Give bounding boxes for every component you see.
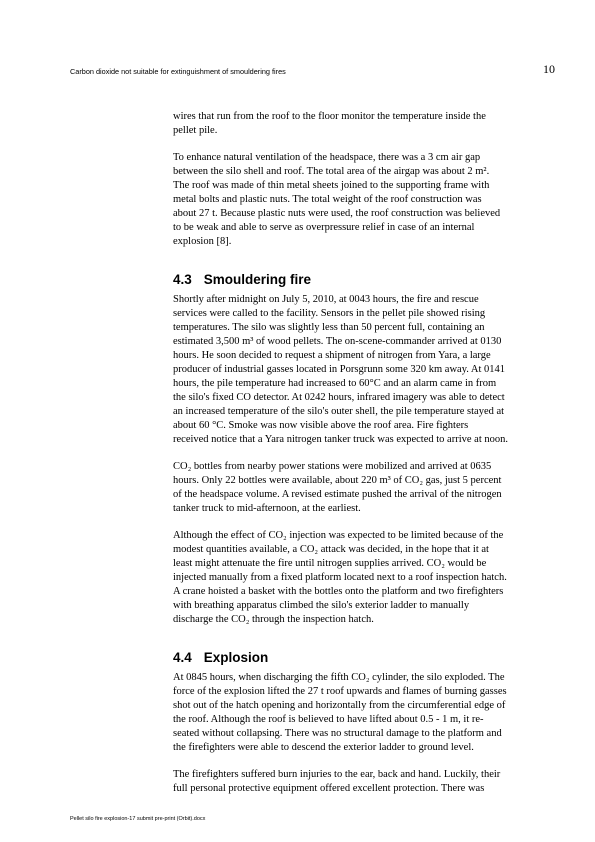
text-line: hours, the pile temperature had increased to 60°C and an alarm came in from — [173, 378, 497, 389]
text-line: the firefighters were able to descend the exterior ladder to ground level. — [173, 742, 474, 753]
text-line: Shortly after midnight on July 5, 2010, at 0043 hours, the fire and rescue — [173, 294, 479, 305]
section-number: 4.4 — [173, 650, 192, 665]
text-line: estimated 3,500 m³ of wood pellets. The on-scene-commander arrived at 0130 — [173, 336, 502, 347]
text-line: modest quantities available, a CO₂ attack was decided, in the hope that it at — [173, 544, 489, 555]
text-line: between the silo shell and roof. The total area of the airgap was about 2 m². — [173, 166, 490, 177]
text-line: shot out of the hatch opening and horizontally from the circumferential edge of — [173, 700, 506, 711]
text-line: tanker truck to mid-afternoon, at the earliest. — [173, 503, 361, 514]
text-line: received notice that a Yara nitrogen tanker truck was expected to arrive at noon. — [173, 434, 508, 445]
text-line: seated without collapsing. There was no structural damage to the platform and — [173, 728, 502, 739]
text-line: A crane hoisted a basket with the bottles onto the platform and two firefighters — [173, 586, 504, 597]
page-number: 10 — [543, 62, 555, 76]
text-line: metal bolts and plastic nuts. The total weight of the roof construction was — [173, 194, 482, 205]
paragraph — [173, 768, 553, 796]
body-text — [173, 110, 553, 809]
text-line: force of the explosion lifted the 27 t roof upwards and flames of burning gasses — [173, 686, 507, 697]
text-line: temperatures. The silo was slightly less than 50 percent full, containing an — [173, 322, 485, 333]
text-line: injected manually from a fixed platform located next to a roof inspection hatch. — [173, 572, 507, 583]
text-line: discharge the CO₂ through the inspection hatch. — [173, 614, 374, 625]
text-line: hours. He soon decided to request a shipment of nitrogen from Yara, a large — [173, 350, 491, 361]
section-heading-4-3 — [173, 272, 553, 288]
running-header-title: Carbon dioxide not suitable for extinguishment of smouldering fires — [70, 67, 286, 76]
paragraph — [173, 293, 553, 447]
text-line: of the headspace volume. A revised estimate pushed the arrival of the nitrogen — [173, 489, 502, 500]
text-line: CO₂ bottles from nearby power stations were mobilized and arrived at 0635 — [173, 461, 492, 472]
text-line: services were called to the facility. Sensors in the pellet pile showed rising — [173, 308, 486, 319]
text-line: the roof. Although the roof is believed to have lifted about 0.5 - 1 m, it re- — [173, 714, 484, 725]
text-line: The firefighters suffered burn injuries to the ear, back and hand. Luckily, their — [173, 769, 501, 780]
section-title: Smouldering fire — [203, 272, 312, 287]
text-line: least might attenuate the fire until nitrogen supplies arrived. CO₂ would be — [173, 558, 487, 569]
text-line: full personal protective equipment offered excellent protection. There was — [173, 783, 485, 794]
text-line: Although the effect of CO₂ injection was expected to be limited because of the — [173, 530, 504, 541]
section-heading-4-4 — [173, 650, 553, 666]
text-line: At 0845 hours, when discharging the fifth CO₂ cylinder, the silo exploded. The — [173, 672, 505, 683]
text-line: wires that run from the roof to the floor monitor the temperature inside the — [173, 111, 486, 122]
section-title: Explosion — [203, 650, 269, 665]
paragraph — [173, 151, 553, 249]
text-line: pellet pile. — [173, 125, 218, 136]
paragraph — [173, 529, 553, 627]
text-line: producer of industrial gasses located in Porsgrunn some 320 km away. At 0141 — [173, 364, 506, 375]
footer-filename: Pellet silo fire explosion-17 submit pre-print (Orbit).docx — [70, 816, 206, 822]
text-line: explosion [8]. — [173, 236, 232, 247]
text-line: about 60 °C. Smoke was now visible above the roof area. Fire fighters — [173, 420, 469, 431]
text-line: hours. Only 22 bottles were available, about 220 m³ of CO₂ gas, just 5 percent — [173, 475, 502, 486]
paragraph — [173, 671, 553, 755]
paragraph — [173, 460, 553, 516]
text-line: to be weak and able to serve as overpressure relief in case of an internal — [173, 222, 475, 233]
text-line: with breathing apparatus climbed the silo's exterior ladder to manually — [173, 600, 470, 611]
text-line: The roof was made of thin metal sheets joined to the supporting frame with — [173, 180, 490, 191]
text-line: about 27 t. Because plastic nuts were used, the roof construction was believed — [173, 208, 501, 219]
text-line: an increased temperature of the silo's outer shell, the pile temperature stayed at — [173, 406, 505, 417]
paragraph — [173, 110, 553, 138]
section-number: 4.3 — [173, 272, 192, 287]
text-line: the silo's fixed CO detector. At 0242 hours, infrared imagery was able to detect — [173, 392, 505, 403]
text-line: To enhance natural ventilation of the headspace, there was a 3 cm air gap — [173, 152, 481, 163]
